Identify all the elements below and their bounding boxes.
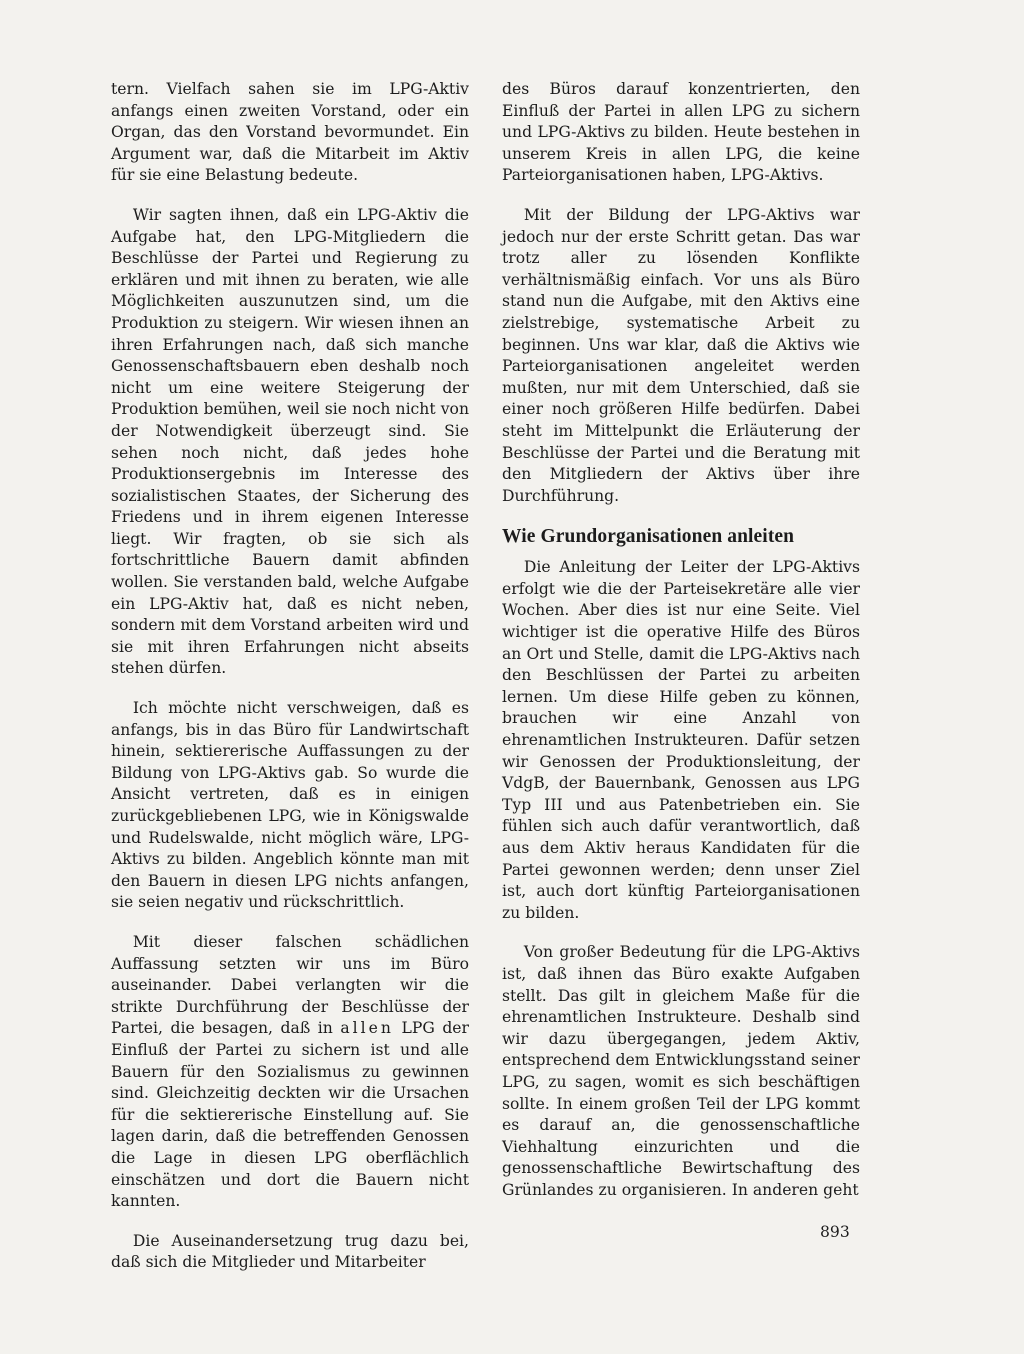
paragraph — [111, 932, 469, 1213]
paragraph: Wir sagten ihnen, daß ein LPG-Aktiv die Aufgabe hat, den LPG-Mitgliedern die Beschlüsse der Partei und Regierung zu erklären und mit ihnen zu beraten, wie alle Möglichkeiten auszunutzen sind, um die Produktion zu steigern. Wir wiesen ihnen an ihren Erfahrungen nach, daß sich manche Genossenschaftsbauern eben deshalb noch nicht um eine weitere Steigerung der Produktion bemühen, weil sie noch nicht von der Notwendigkeit überzeugt sind. Sie sehen noch nicht, daß jedes hohe Produktionsergebnis im Interesse des sozialistischen Staates, der Sicherung des Friedens und in ihrem eigenen Interesse liegt. Wir fragten, ob sie sich als fortschrittliche Bauern damit abfinden wollen. Sie verstanden bald, welche Aufgabe ein LPG-Aktiv hat, daß es nicht neben, sondern mit dem Vorstand arbeiten wird und sie mit ihren Erfahrungen nicht abseits stehen dürfen. — [111, 205, 469, 678]
right-column — [502, 79, 860, 1220]
section-heading: Wie Grundorganisationen anleiten — [502, 526, 795, 548]
paragraph-text: LPG der Einfluß der Partei zu sichern ist und alle Bauern für den Sozialismus zu gewinnen sind. Gleichzeitig deckten wir die Ursachen für die sektiererische Einstellung auf. Sie lagen darin, daß die betreffenden Genossen die Lage in diesen LPG oberflächlich einschätzen und dort die Bauern nicht kannten. — [111, 1019, 469, 1211]
paragraph: tern. Vielfach sahen sie im LPG-Aktiv anfangs einen zweiten Vorstand, oder ein Organ, das den Vorstand bevormundet. Ein Argument war, daß die Mitarbeit im Aktiv für sie eine Belastung bedeute. — [111, 80, 469, 185]
left-column — [111, 79, 469, 1292]
paragraph: Die Auseinandersetzung trug dazu bei, daß sich die Mitglieder und Mitarbeiter — [111, 1231, 469, 1272]
paragraph: Die Anleitung der Leiter der LPG-Aktivs erfolgt wie die der Parteisekretäre alle vier Wochen. Aber dies ist nur eine Seite. Viel wichtiger ist die operative Hilfe des Büros an Ort und Stelle, damit die LPG-Aktivs nach den Beschlüssen der Partei zu arbeiten lernen. Um diese Hilfe geben zu können, brauchen wir eine Anzahl von ehrenamtlichen Instrukteuren. Dafür setzen wir Genossen der Produktionsleitung, der VdgB, der Bauernbank, Genossen aus LPG Typ III und aus Patenbetrieben ein. Sie fühlen sich auch dafür verantwortlich, daß aus dem Aktiv heraus Kandidaten für die Partei gewonnen werden; denn unser Ziel ist, auch dort künftig Parteiorganisationen zu bilden. — [502, 558, 860, 922]
paragraph: Ich möchte nicht verschweigen, daß es anfangs, bis in das Büro für Landwirtschaft hinein, sektiererische Auffassungen zu der Bildung von LPG-Aktivs gab. So wurde die Ansicht vertreten, daß es in einigen zurückgebliebenen LPG, wie in Königswalde und Rudelswalde, nicht möglich wäre, LPG-Aktivs zu bilden. Angeblich könnte man mit den Bauern in diesen LPG nichts anfangen, sie seien negativ und rückschrittlich. — [111, 699, 469, 912]
page-number: 893 — [820, 1223, 850, 1241]
emphasized-word: allen — [340, 1019, 394, 1038]
paragraph: Von großer Bedeutung für die LPG-Aktivs ist, daß ihnen das Büro exakte Aufgaben stellt. Das gilt in gleichem Maße für die ehrenamtlichen Instrukteure. Deshalb sind wir dazu übergegangen, jedem Aktiv, entsprechend dem Entwicklungsstand seiner LPG, zu sagen, womit es sich beschäftigen sollte. In einem großen Teil der LPG kommt es darauf an, die genossenschaftliche Viehhaltung einzurichten und die genossenschaftliche Bewirtschaftung des Grünlandes zu organisieren. In anderen geht — [502, 943, 860, 1199]
paragraph-text: Mit dieser falschen schädlichen Auffassung setzten wir uns im Büro auseinander. Dabei verlangten wir die strikte Durchführung der Beschlüsse der Partei, die besagen, daß in — [111, 932, 469, 1038]
paragraph: des Büros darauf konzentrierten, den Einfluß der Partei in allen LPG zu sichern und LPG-Aktivs zu bilden. Heute bestehen in unserem Kreis in allen LPG, die keine Parteiorganisationen haben, LPG-Aktivs. — [502, 80, 860, 185]
paragraph: Mit der Bildung der LPG-Aktivs war jedoch nur der erste Schritt getan. Das war trotz aller zu lösenden Konflikte verhältnismäßig einfach. Vor uns als Büro stand nun die Aufgabe, mit den Aktivs eine zielstrebige, systematische Arbeit zu beginnen. Uns war klar, daß die Aktivs wie Parteiorganisationen angeleitet werden mußten, nur mit dem Unterschied, daß sie einer noch größeren Hilfe bedürfen. Dabei steht im Mittelpunkt die Erläuterung der Beschlüsse der Partei und die Beratung mit den Mitgliedern der Aktivs über ihre Durchführung. — [502, 205, 860, 505]
